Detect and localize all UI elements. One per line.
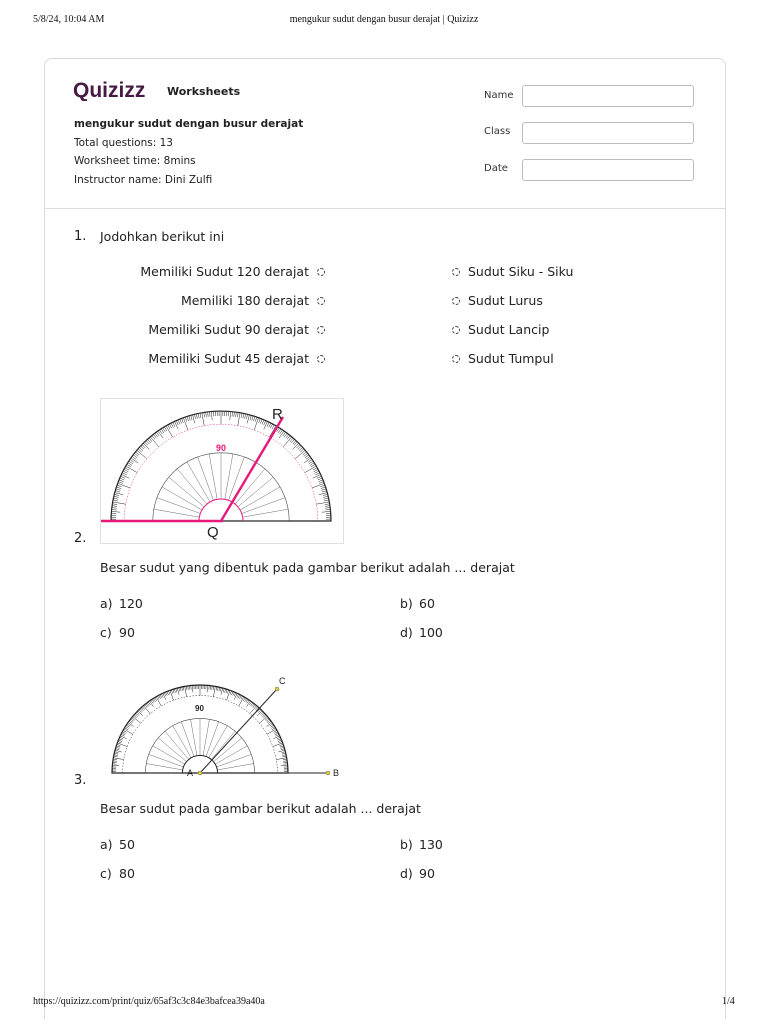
question-number-2: 2. [74,531,87,546]
match-dot-icon [452,326,460,334]
instructor-name: Instructor name: Dini Zulfi [74,173,213,186]
protractor-image-q2 [100,398,344,544]
label-90: 90 [216,443,227,453]
print-page-number: 1/4 [722,996,735,1007]
brand [73,79,240,101]
protractor-image-q3 [100,670,350,782]
option-d[interactable]: d) 90 [400,866,435,881]
question-text-2: Besar sudut yang dibentuk pada gambar berikut adalah ... derajat [100,560,515,575]
match-dot-icon [452,268,460,276]
question-text-3: Besar sudut pada gambar berikut adalah ... derajat [100,801,421,816]
name-field[interactable] [522,85,694,107]
option-a[interactable]: a) 50 [100,837,135,852]
quizizz-logo [73,79,159,101]
match-dot-icon [317,268,325,276]
print-title: mengukur sudut dengan busur derajat | Quizizz [289,14,479,25]
protractor-figure [101,399,343,543]
option-d[interactable]: d) 100 [400,625,443,640]
name-label: Name [484,90,514,101]
protractor-figure [100,670,350,782]
option-c[interactable]: c) 90 [100,625,135,640]
option-b[interactable]: b) 130 [400,837,443,852]
match-right-item[interactable]: Sudut Tumpul [452,351,554,366]
svg-text:Quizizz: Quizizz [73,79,146,101]
brand-subtitle: Worksheets [167,84,241,98]
match-dot-icon [452,355,460,363]
label-a: A [187,768,194,778]
match-dot-icon [452,297,460,305]
option-c[interactable]: c) 80 [100,866,135,881]
label-r: R [272,406,283,423]
match-dot-icon [317,326,325,334]
match-right-item[interactable]: Sudut Lurus [452,293,543,308]
date-label: Date [484,163,508,174]
option-a[interactable]: a) 120 [100,596,143,611]
match-right-item[interactable]: Sudut Lancip [452,322,549,337]
question-number-1: 1. [74,229,87,244]
worksheet-header [45,59,725,209]
question-text-1: Jodohkan berikut ini [100,229,225,244]
match-dot-icon [317,297,325,305]
worksheet-time: Worksheet time: 8mins [74,155,196,167]
class-label: Class [484,126,511,137]
print-url: https://quizizz.com/print/quiz/65af3c3c84e3bafcea39a40a [33,996,265,1007]
question-number-3: 3. [74,773,87,788]
label-b: B [333,768,340,778]
match-dot-icon [317,355,325,363]
class-field[interactable] [522,122,694,144]
match-left-item[interactable]: Memiliki 180 derajat [181,293,325,308]
total-questions: Total questions: 13 [74,136,173,149]
match-right-item[interactable]: Sudut Siku - Siku [452,264,573,279]
label-90: 90 [195,704,204,713]
match-left-item[interactable]: Memiliki Sudut 45 derajat [148,351,325,366]
match-left-item[interactable]: Memiliki Sudut 90 derajat [148,322,325,337]
date-field[interactable] [522,159,694,181]
option-b[interactable]: b) 60 [400,596,435,611]
label-q: Q [207,524,219,541]
worksheet-meta [74,115,303,189]
match-left-item[interactable]: Memiliki Sudut 120 derajat [140,264,325,279]
print-datetime: 5/8/24, 10:04 AM [33,14,105,25]
worksheet-title: mengukur sudut dengan busur derajat [74,118,304,130]
label-c: C [279,676,286,686]
